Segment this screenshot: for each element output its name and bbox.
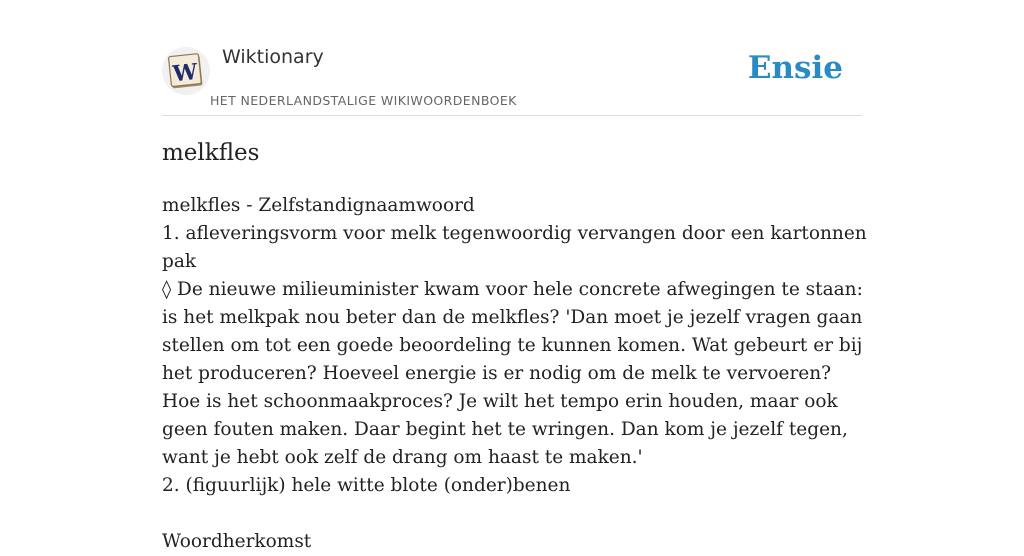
- definition-1: 1. afleveringsvorm voor melk tegenwoordig vervangen door een kartonnen pak: [162, 223, 867, 272]
- wiktionary-logo-icon[interactable]: [162, 47, 210, 95]
- example-quote: ◊ De nieuwe milieuminister kwam voor hele concrete afwegingen te staan: is het melkpak nou beter dan de melkfles? 'Dan moet je jezelf vragen gaan stellen om tot een goede beoordeling te kunnen komen. Wat gebeurt er bij het produceren? Hoeveel energie is er nodig om de melk te vervoeren? Hoe is het schoonmaakproces? Je wilt het tempo erin houden, maar ook geen fouten maken. Daar begint het te wringen. Dan kom je jezelf tegen, want je hebt ook zelf de drang om haast te maken.': [162, 279, 863, 468]
- wiktionary-w-icon: [162, 47, 210, 95]
- site-tagline: HET NEDERLANDSTALIGE WIKIWOORDENBOEK: [210, 93, 517, 108]
- section-heading-etymology: Woordherkomst: [162, 531, 312, 552]
- site-name[interactable]: Wiktionary: [222, 46, 324, 68]
- entry-content: [162, 192, 868, 556]
- ensie-brand-link[interactable]: Ensie: [747, 50, 843, 86]
- page-title: melkfles: [162, 140, 260, 166]
- definition-2: 2. (figuurlijk) hele witte blote (onder)benen: [162, 475, 571, 496]
- site-header: [162, 0, 862, 116]
- spacer: [162, 500, 868, 528]
- svg-text:W: W: [171, 58, 199, 88]
- part-of-speech-line: melkfles - Zelfstandignaamwoord: [162, 195, 475, 216]
